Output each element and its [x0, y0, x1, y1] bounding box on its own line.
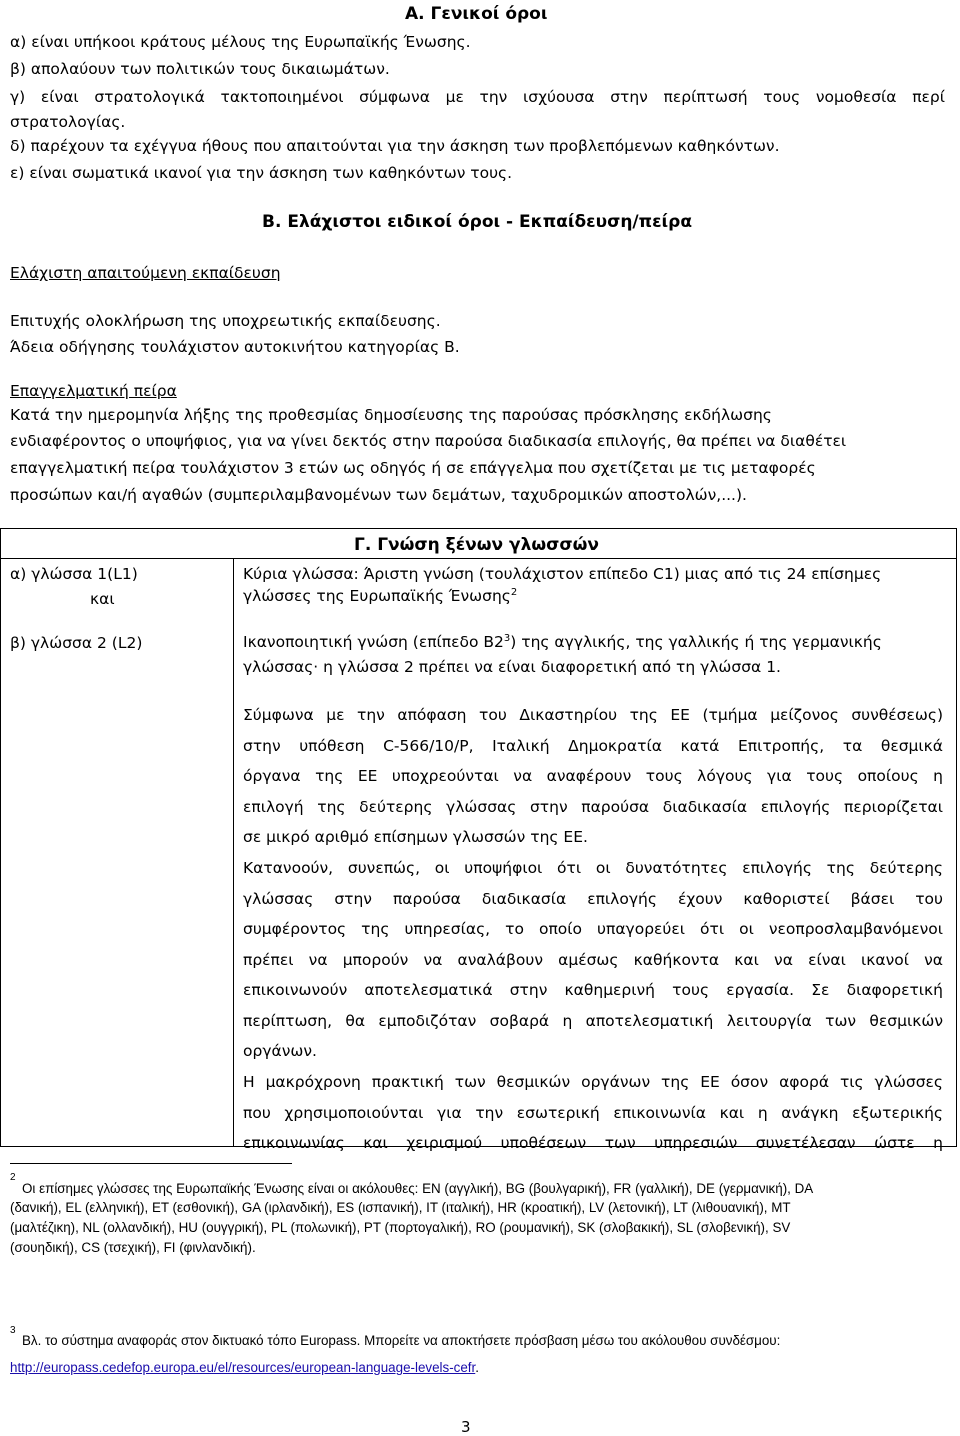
paragraph-service-interest	[243, 853, 943, 1067]
language-2-label: β) γλώσσα 2 (L2)	[10, 634, 143, 652]
paragraph-line: όργανα της ΕΕ υποχρεούνται να αναφέρουν τους λόγους για τους οποίους η	[243, 767, 943, 785]
europass-link[interactable]: http://europass.cedefop.europa.eu/el/resources/european-language-levels-cefr	[10, 1360, 476, 1375]
paragraph-line: επικοινωνίας και χειρισμού υποθέσεων των υπηρεσιών συνετέλεσαν ώστε η	[243, 1134, 943, 1152]
footnote-2-line-2: (δανική), EL (ελληνική), ET (εσθονική), GA (ιρλανδική), ES (ισπανική), IT (ιταλική), HR (κροατική), LV (λετονική), LT (λιθουανική), MT	[10, 1200, 791, 1215]
paragraph-line: που χρησιμοποιούνται για την εσωτερική επικοινωνία και η ανάγκη εξωτερικής	[243, 1103, 943, 1122]
paragraph-line: Σύμφωνα με την απόφαση του Δικαστηρίου της ΕΕ (τμήμα μείζονος συνθέσεως)	[243, 706, 943, 724]
footnote-3-link-line: http://europass.cedefop.europa.eu/el/resources/european-language-levels-cefr.	[10, 1360, 479, 1375]
footnote-2-line-1: Οι επίσημες γλώσσες της Ευρωπαϊκής Ένωσης είναι οι ακόλουθες: EN (αγγλική), BG (βουλγαρική), FR (γαλλική), DE (γερμανική), DA	[22, 1181, 814, 1196]
condition-c: γ) είναι στρατολογικά τακτοποιημένοι σύμφωνα με την ισχύουσα στην περίπτωσή τους νομοθεσία περί	[10, 88, 945, 106]
condition-e: ε) είναι σωματικά ικανοί για την άσκηση των καθηκόντων τους.	[10, 164, 513, 182]
condition-b: β) απολαύουν των πολιτικών τους δικαιωμάτων.	[10, 60, 390, 78]
paragraph-line: οργάνων.	[243, 1042, 317, 1060]
footnote-2-line-3: (μαλτέζικη), NL (ολλανδική), HU (ουγγρική), PL (πολωνική), PT (πορτογαλική), RO (ρουμανική), SK (σλοβακική), SL (σλοβενική), SV	[10, 1220, 791, 1235]
footnote-3-mark: 3	[10, 1325, 16, 1336]
table-top-border	[0, 528, 957, 529]
paragraph-line: Η μακρόχρονη πρακτική των θεσμικών οργάνων της ΕΕ όσον αφορά τις γλώσσες	[243, 1073, 943, 1091]
paragraph-line: συμφέροντος της υπηρεσίας, το οποίο υπαγορεύει ότι οι νεοπροσλαμβανόμενοι	[243, 920, 943, 938]
paragraph-line: γλώσσας στην παρούσα διαδικασία επιλογής έχουν καθοριστεί βάσει του	[243, 889, 943, 908]
education-line-2: Άδεια οδήγησης τουλάχιστον αυτοκινήτου κατηγορίας Β.	[10, 338, 460, 356]
footnote-2-mark: 2	[10, 1172, 16, 1183]
and-label: και	[90, 590, 115, 608]
section-b-heading: Β. Ελάχιστοι ειδικοί όροι - Εκπαίδευση/πείρα	[262, 212, 693, 232]
footnote-ref-2[interactable]: 2	[510, 587, 518, 598]
table-right-border	[956, 528, 957, 1147]
paragraph-line: πρέπει να μπορούν να αναλάβουν αμέσως καθήκοντα και να είναι ικανοί να	[243, 950, 943, 969]
footnote-ref-3[interactable]: 3	[503, 633, 511, 644]
condition-c-cont: στρατολογίας.	[10, 113, 126, 131]
paragraph-long-practice	[243, 1067, 943, 1159]
paragraph-line: Κατανοούν, συνεπώς, οι υποψήφιοι ότι οι δυνατότητες επιλογής της δεύτερης	[243, 859, 943, 877]
education-line-1: Επιτυχής ολοκλήρωση της υποχρεωτικής εκπαίδευσης.	[10, 312, 441, 330]
language-1-label: α) γλώσσα 1(L1)	[10, 565, 138, 583]
experience-line-3: επαγγελματική πείρα τουλάχιστον 3 ετών ως οδηγός ή σε επάγγελμα που σχετίζεται με τις μεταφορές	[10, 459, 816, 477]
section-a-heading: Α. Γενικοί όροι	[405, 4, 548, 24]
paragraph-line: επιλογή της δεύτερης γλώσσας στην παρούσα διαδικασία επιλογής περιορίζεται	[243, 797, 943, 816]
section-c-heading: Γ. Γνώση ξένων γλωσσών	[354, 535, 599, 555]
experience-line-2: ενδιαφέροντος ο υποψήφιος, για να γίνει δεκτός στην παρούσα διαδικασία επιλογής, θα πρέπει να διαθέτει	[10, 432, 847, 450]
experience-line-4: προσώπων και/ή αγαθών (συμπεριλαμβανομένων των δεμάτων, ταχυδρομικών αποστολών,...).	[10, 486, 747, 504]
experience-line-1: Κατά την ημερομηνία λήξης της προθεσμίας δημοσίευσης της παρούσας πρόσκλησης εκδήλωσης	[10, 406, 772, 424]
table-header-border	[0, 558, 957, 559]
l2-requirement-line-2: γλώσσας· η γλώσσα 2 πρέπει να είναι διαφορετική από τη γλώσσα 1.	[243, 658, 781, 676]
paragraph-court-ruling	[243, 700, 943, 853]
footnote-3-text: Βλ. το σύστημα αναφοράς στον δικτυακό τόπο Europass. Μπορείτε να αποκτήσετε πρόσβαση μέσω του ακόλουθου συνδέσμου:	[22, 1333, 781, 1348]
l1-requirement-line-2: γλώσσες της Ευρωπαϊκής Ένωσης$^2$	[243, 587, 518, 606]
paragraph-line: περίπτωση, θα εμποδιζόταν σοβαρά η αποτελεσματική λειτουργία των θεσμικών	[243, 1011, 943, 1030]
table-left-border	[0, 528, 1, 1147]
condition-d: δ) παρέχουν τα εχέγγυα ήθους που απαιτούνται για την άσκηση των προβλεπόμενων καθηκόντων.	[10, 137, 780, 155]
page-number: 3	[461, 1418, 471, 1436]
l2-requirement-line-1: Ικανοποιητική γνώση (επίπεδο $B2^3$) της αγγλικής, της γαλλικής ή της γερμανικής	[243, 633, 882, 652]
education-label: Ελάχιστη απαιτούμενη εκπαίδευση	[10, 264, 281, 282]
footnote-separator	[10, 1163, 292, 1164]
condition-a: α) είναι υπήκοοι κράτους μέλους της Ευρωπαϊκής Ένωσης.	[10, 33, 471, 51]
table-column-divider	[233, 558, 234, 1147]
paragraph-line: σε μικρό αριθμό επίσημων γλωσσών της ΕΕ.	[243, 828, 588, 846]
footnote-2-line-4: (σουηδική), CS (τσεχική), FI (φινλανδική).	[10, 1240, 256, 1255]
paragraph-line: στην υπόθεση C-566/10/P, Ιταλική Δημοκρατία κατά Επιτροπής, τα θεσμικά	[243, 736, 943, 755]
l1-requirement-line-1: Κύρια γλώσσα: Άριστη γνώση (τουλάχιστον επίπεδο C1) μιας από τις 24 επίσημες	[243, 565, 882, 583]
paragraph-line: επικοινωνούν αποτελεσματικά στην καθημερινή τους εργασία. Σε διαφορετική	[243, 981, 943, 999]
experience-label: Επαγγελματική πείρα	[10, 382, 177, 400]
